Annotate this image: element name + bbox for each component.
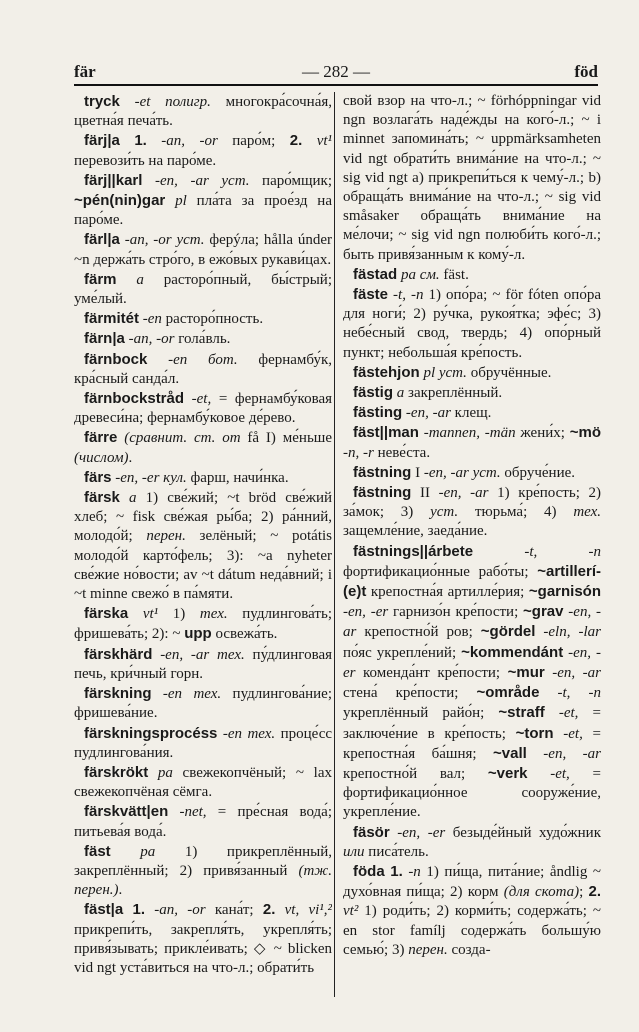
dictionary-entry: fästehjon pl уст. обручённые. (353, 363, 552, 381)
dictionary-entry: färskning -en тех. пудлингова́ние; фришева́ние. (74, 685, 332, 722)
dictionary-entry: färmitét -en расторо́пность. (84, 310, 264, 328)
dictionary-entry: färskningsprocéss -en тех. проце́сс пудлингова́ния. (74, 724, 332, 761)
page-number: — 282 — (302, 62, 370, 81)
dictionary-entry: färl|a -an, -or уст. ферýла; hålla únder ~n держа́ть стро́го, в ежо́вых рукави́цах. (74, 231, 332, 268)
dictionary-entry: färskhärd -en, -ar тех. пу́длинговая печь, кри́чный горн. (74, 645, 332, 682)
dictionary-entry: färnbock -en бот. фернамбу́к, кра́сный санда́л. (74, 350, 332, 387)
dictionary-entry: fäst|a 1. -an, -or кана́т; 2. vt, vi¹,² прикрепи́ть, закрепля́ть, укрепля́ть; привя́зывать; прикле́ивать; ◇ ~ blicken vid ngt уста́виться на что-л.; обрати́ть (74, 901, 332, 976)
left-column (74, 92, 332, 1002)
dictionary-entry: fäsör -en, -er безыде́йный худо́жник или писа́тель. (343, 823, 601, 860)
dictionary-entry: fästig a закреплённый. (353, 384, 503, 402)
dictionary-entry: fästning I -en, -ar уст. обруче́ние. (353, 463, 576, 481)
dictionary-entry: tryck -et полигр. многокра́сочна́я, цветна́я печа́ть. (74, 93, 332, 130)
dictionary-entry: fäste -t, -n 1) опо́ра; ~ för fóten опо́ра для ноги́; 2) ру́чка, рукоя́тка; эфе́с; 3) небе́сный свод, твердь; 4) опо́рный пункт; небольша́я кре́пость. (343, 286, 601, 361)
dictionary-entry: färn|a -an, -or гола́вль. (84, 330, 231, 348)
dictionary-entry: färj|a 1. -an, -or паро́м; 2. vt¹ перевози́ть на паро́ме. (74, 132, 332, 169)
dictionary-entry: föda 1. -n 1) пи́ща, пита́ние; åndlig ~ духо́вная пи́ща; 2) корм (для скота); 2. vt² 1) роди́ть; 2) корми́ть; содержа́ть; ~ en stor famílj содержа́ть большу́ю семью́; 3) перен. созда- (343, 862, 601, 958)
header-rule (74, 84, 598, 86)
dictionary-entry: fästing -en, -ar клещ. (353, 404, 492, 422)
header-first-word: fär (74, 62, 96, 81)
dictionary-entry: färsk a 1) све́жий; ~t bröd све́жий хлеб; ~ fisk све́жая ры́ба; 2) ра́нний, молодо́й; перен. зелёный; ~ potátis молодо́й карто́фель; 3): ~a nyheter све́жие но́вости; av ~t dátum неда́вний; i ~t minne свежо́ в па́мяти. (74, 489, 332, 603)
column-divider (334, 92, 335, 997)
dictionary-entry: fästad pa см. fäst. (353, 265, 469, 283)
dictionary-entry: färskrökt pa свежекопчёный; ~ lax свежекопчёная сёмга. (74, 763, 332, 801)
dictionary-entry: fästnings||árbete -t, -n фортификацио́нные рабо́ты; ~artillerí-(e)t крепостна́я артилле́рия; ~garnisón -en, -er гарнизо́н кре́пости; ~grav -en, -ar крепостно́й ров; ~gördel -eln, -lar по́яс укрепле́ний; ~kommendánt -en, -er коменда́нт кре́пости; ~mur -en, -ar стена́ кре́пости; ~område -t, -n укреплённый райо́н; ~straff -et, = заключе́ние в кре́пость; ~torn -et, = крепостна́я ба́шня; ~vall -en, -ar крепостно́й вал; ~verk -et, = фортификацио́нное сооруже́ние, укрепле́ние. (343, 542, 601, 821)
dictionary-entry: färs -en, -er кул. фарш, начи́нка. (84, 468, 289, 486)
running-header (74, 58, 598, 84)
dictionary-entry: fäst||man -mannen, -män жени́х; ~mö -n, -r неве́ста. (343, 424, 601, 461)
right-column (343, 92, 601, 1002)
dictionary-entry: färre (сравнит. ст. от få I) ме́ньше (числом). (74, 429, 332, 466)
dictionary-entry: fäst pa 1) прикреплённый, закреплённый; 2) привя́занный (тж. перен.). (74, 842, 332, 899)
dictionary-entry: färj||karl -en, -ar уст. паро́мщик; ~pén(nin)gar pl пла́та за прое́зд на паро́ме. (74, 171, 332, 229)
dictionary-entry: färm a расторо́пный, бы́стрый; уме́лый. (74, 270, 332, 308)
dictionary-entry: свой взор на что-л.; ~ förhóppningar vid ngn возлага́ть наде́жды на кого́-л.; ~ i minnet запомина́ть; ~ uppmärksamheten vid ngt обрати́ть внима́ние на что-л.; ~ sig vid ngt а) прикрепи́ться к чему́-л.; b) обраща́ть внима́ние на что-л.; ~ sig vid småsaker обраща́ть внима́ние на ме́лочи; ~ sig vid ngn полюби́ть кого́-л.; быть привя́занным к кому́-л. (343, 93, 601, 263)
dictionary-entry: färskvätt|en -net, = пре́сная вода́; питьева́я вода́. (74, 803, 332, 840)
header-last-word: föd (574, 62, 598, 81)
dictionary-entry: färska vt¹ 1) тех. пудлингова́ть; фришева́ть; 2): ~ upp освежа́ть. (74, 605, 332, 643)
dictionary-entry: färnbockstråd -et, = фернамбу́ковая древеси́на; фернамбу́ковое де́рево. (74, 390, 332, 427)
dictionary-entry: fästning II -en, -ar 1) кре́пость; 2) за́мок; 3) уст. тюрьма́; 4) тех. защемле́ние, заеда́ние. (343, 484, 601, 540)
